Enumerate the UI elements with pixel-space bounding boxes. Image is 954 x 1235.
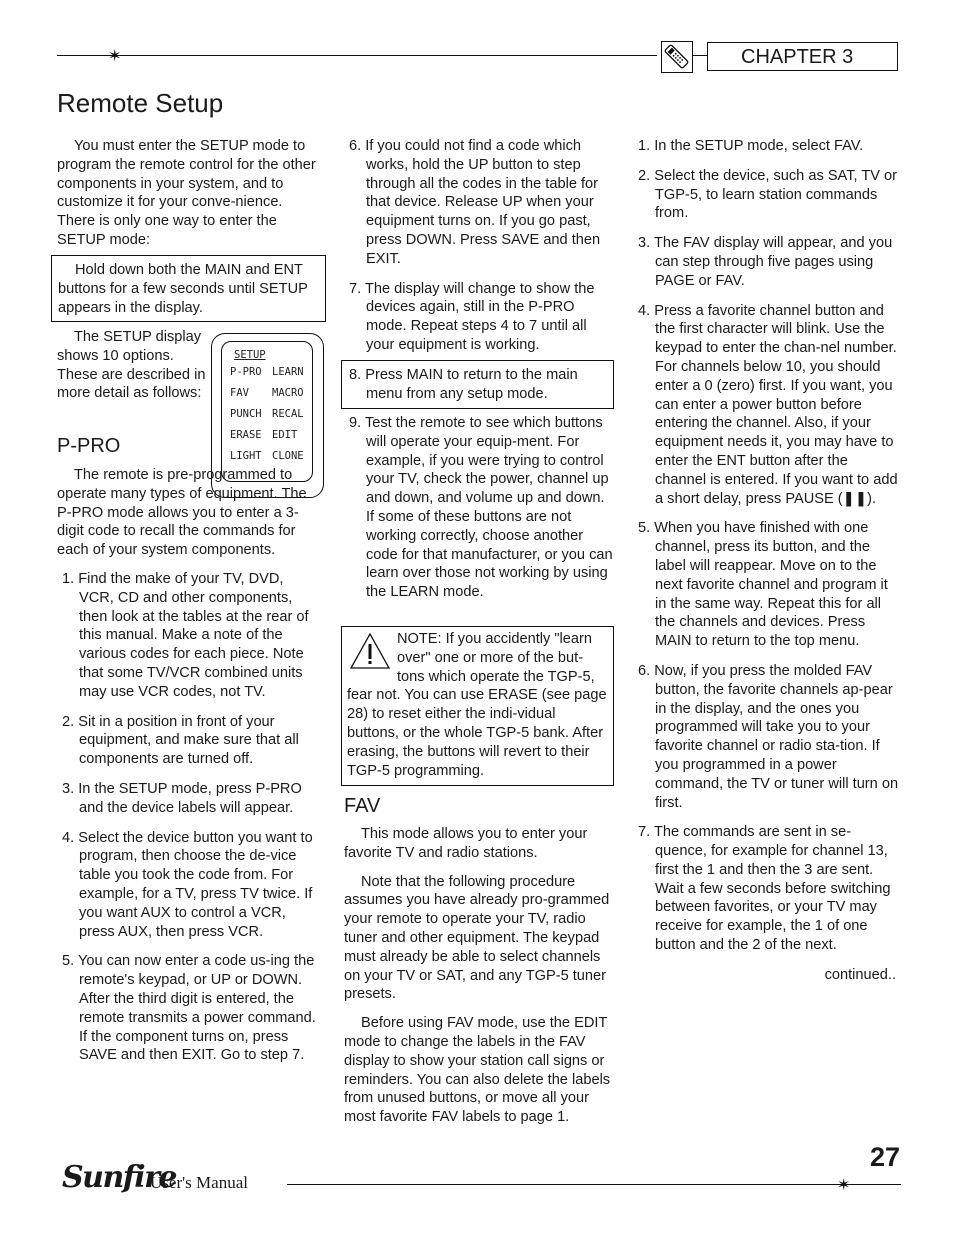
p-pro-step: 9. Test the remote to see which buttons will operate your equip-ment. For example, if you were trying to control your TV, check the power, channel up and down, and volume up and down. If some of these buttons are not working correctly, choose another code for that manufacturer, or you can learn over those not working by using the LEARN mode. [349, 415, 613, 601]
remote-control-icon [661, 41, 693, 73]
p-pro-step: 1. Find the make of your TV, DVD, VCR, CD and other components, then look at the tables at the rear of this manual. Make a note of the various codes for each piece. Note that some TV/VCR combined units may use VCR codes, not TV. [62, 570, 309, 700]
chapter-label: CHAPTER 3 [741, 46, 854, 68]
note-box [341, 626, 614, 786]
note-text: NOTE: If you accidently "learn over" one or more of the but-tons which operate the TGP-5, fear not. You can use ERASE (see page 28) to reset either the indi-vidual buttons, or the whole TGP-5 bank. After erasing, the buttons will revert to their TGP-5 programming. [347, 631, 607, 779]
continued-label: continued.. [824, 966, 896, 983]
column-2 [349, 137, 611, 366]
header-rule [57, 55, 657, 56]
page-number: 27 [869, 1142, 900, 1172]
intro-paragraph: You must enter the SETUP mode to program the remote control for the other components in your system, and to customize it for your conve-nience. There is only one way to enter the SETUP mode: [57, 138, 316, 248]
setup-instruction-box [51, 255, 326, 322]
p-pro-step: 2. Sit in a position in front of your equipment, and make sure that all components are turned off. [62, 713, 299, 768]
warning-icon [347, 630, 395, 674]
fav-step: 7. The commands are sent in se-quence, for example for channel 13, first the 1 and then the 3 are sent. Wait a few seconds before switching between favorites, or your TV may receive for example, the 1 of one button and the 2 of the next. [638, 824, 891, 954]
footer-brand-logo: Sunfire [62, 1160, 176, 1195]
column-3 [638, 137, 900, 985]
setup-display-text: The SETUP display shows 10 options. These are described in more detail as follows: [57, 329, 206, 402]
fav-heading: FAV [344, 795, 381, 817]
fav-paragraph: This mode allows you to enter your favorite TV and radio stations. [344, 826, 588, 861]
fav-step: 1. In the SETUP mode, select FAV. [638, 138, 864, 154]
footer-rule [287, 1184, 901, 1185]
setup-display-description [57, 328, 207, 403]
p-pro-section [57, 466, 319, 1076]
fav-step: 3. The FAV display will appear, and you can step through five pages using PAGE or FAV. [638, 235, 893, 289]
fav-step: 4. Press a favorite channel button and the first character will blink. Use the keypad to enter the chan-nel number. For channels below 10, you should enter a 0 (zero) first. If you want, you can enter a power button before entering the channel. Also, if your equipment needs it, you may have to enter the ENT button after the channel is entered. If you want to add a short delay, press PAUSE (❚❚). [638, 302, 898, 507]
lcd-title: SETUP [234, 349, 266, 361]
p-pro-heading: P-PRO [57, 435, 121, 457]
fav-paragraph: Note that the following procedure assumes you have already pro-grammed your remote to operate your TV, radio tuner and other equipment. The keypad must already be able to select channels on your TV or SAT, and any TGP-5 tuner presets. [344, 873, 610, 1003]
fav-step: 6. Now, if you press the molded FAV button, the favorite channels ap-pear in the display, and the ones you programmed will take you to your favorite channel or radio sta-tion. If you programmed in a power command, the TV or tuner will turn on first. [638, 662, 899, 811]
fav-step: 5. When you have finished with one channel, press its button, and the label will reappear. Move on to the next favorite channel and program it in the same way. Repeat this for all the channels and devices. Press MAIN to return to the top menu. [638, 520, 888, 650]
setup-instruction-text: Hold down both the MAIN and ENT buttons for a few seconds until SETUP appears in the display. [58, 262, 308, 316]
lcd-options: P-PRO LEARN FAV MACRO PUNCH RECAL ERASE EDIT LIGHT CLONE [230, 366, 304, 462]
column-1 [57, 137, 323, 260]
page-title: Remote Setup [57, 88, 224, 118]
step-8-box [341, 360, 614, 409]
p-pro-step: 4. Select the device button you want to program, then choose the de-vice table you took the code from. For example, for a TV, press TV twice. If you want AUX to control a VCR, press AUX, then press VCR. [62, 829, 313, 940]
p-pro-step: 5. You can now enter a code us-ing the remote's keypad, or UP or DOWN. After the third digit is entered, the remote transmits a power command. If the component turns on, press SAVE and then EXIT. Go to step 7. [62, 953, 316, 1064]
p-pro-step: 6. If you could not find a code which works, hold the UP button to step through all the codes in the table for that device. Release UP when your equipment turns on. If you go past, press DOWN. Press SAVE and then EXIT. [349, 138, 601, 267]
step-9-block [349, 414, 613, 613]
header-connector-rule [693, 55, 707, 56]
p-pro-step: 7. The display will change to show the devices again, still in the P-PRO mode. Repeat steps 4 to 7 until all your equipment is working. [349, 280, 595, 353]
footer-star-ornament: ✶ [837, 1175, 851, 1194]
fav-step: 2. Select the device, such as SAT, TV or TGP-5, to learn station commands from. [638, 167, 898, 222]
fav-paragraph: Before using FAV mode, use the EDIT mode to change the labels in the FAV display to show your station call signs or reminders. You can also delete the labels from unused buttons, or move all your most favorite FAV labels to page 1. [344, 1015, 611, 1126]
header-star-ornament: ✶ [108, 46, 122, 65]
fav-section [344, 825, 612, 1137]
chapter-box [707, 42, 898, 71]
footer-manual-label: User's Manual [150, 1173, 248, 1192]
p-pro-step: 3. In the SETUP mode, press P-PRO and the device labels will appear. [62, 780, 302, 816]
p-pro-text: The remote is pre-programmed to operate many types of equipment. The P-PRO mode allows you to enter a 3-digit code to recall the commands for each of your system components. [57, 467, 307, 559]
step-8-text: 8. Press MAIN to return to the main menu from any setup mode. [349, 367, 578, 402]
